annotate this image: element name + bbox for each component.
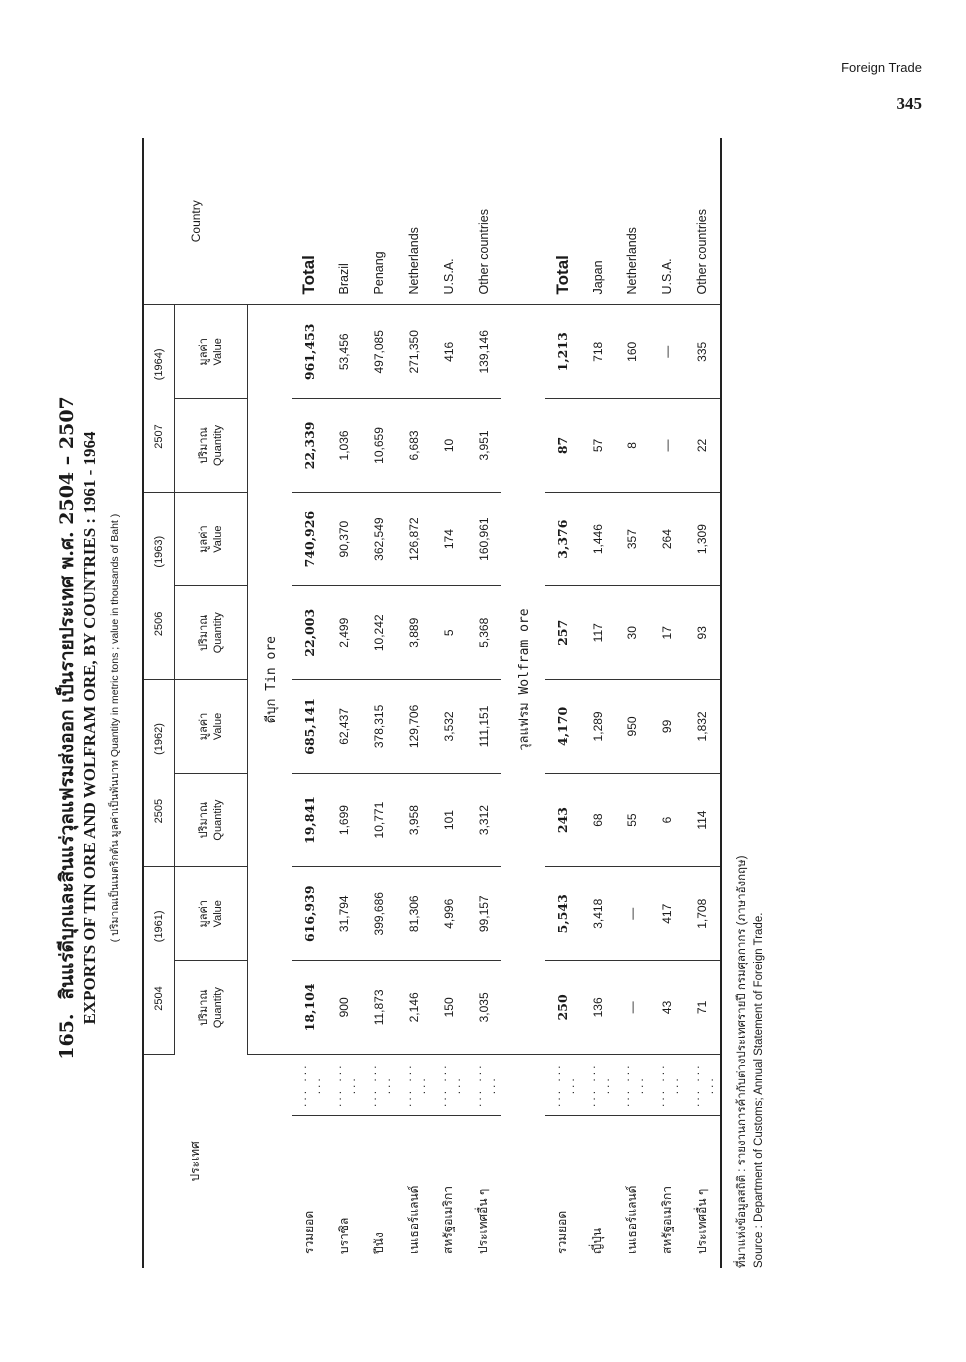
quantity-cell: 3,951: [466, 399, 501, 493]
country-english: Brazil: [327, 138, 362, 305]
value-cell: 335: [685, 305, 721, 399]
leader-dots: ... ... ...: [580, 1054, 615, 1115]
quantity-cell: 68: [580, 773, 615, 867]
leader-dots: ... ... ...: [615, 1054, 650, 1115]
value-cell: 950: [615, 680, 650, 774]
table-row: [466, 138, 501, 1268]
country-english: Other countries: [685, 138, 721, 305]
quantity-cell: 10,659: [362, 399, 397, 493]
quantity-cell: 71: [685, 961, 721, 1055]
quantity-header-0: ปริมาณ Quantity: [175, 961, 248, 1055]
section-row: [501, 138, 545, 1268]
value-cell: 616,939: [292, 867, 327, 961]
value-cell: 174: [432, 492, 467, 586]
source-thai: ที่มาแห่งข้อมูลสถิติ : รายงานการค้ากับต่างประเทศรายปี กรมศุลกากร (ภาษาอังกฤษ): [736, 855, 748, 1268]
quantity-cell: 3,035: [466, 961, 501, 1055]
unit-note: ( ปริมาณเป็นเมตริกตัน มูลค่าเป็นพันบาท Quantity in metric tons ; value in thousands of Baht ): [109, 513, 121, 943]
quantity-cell: 250: [545, 961, 580, 1055]
quantity-cell: 22,339: [292, 399, 327, 493]
country-english: Total: [292, 138, 327, 305]
table-row: [397, 138, 432, 1268]
country-english: Penang: [362, 138, 397, 305]
value-cell: 3,532: [432, 680, 467, 774]
value-cell: 357: [615, 492, 650, 586]
value-cell: 111,151: [466, 680, 501, 774]
country-thai: บราซิล: [336, 1217, 351, 1254]
table-row: [650, 138, 685, 1268]
table-row: [685, 138, 721, 1268]
quantity-cell: —: [650, 399, 685, 493]
country-thai: ญี่ปุ่น: [590, 1227, 605, 1254]
section-label: ดีบุก Tin ore: [263, 636, 279, 724]
value-cell: 160: [615, 305, 650, 399]
value-cell: 90,370: [327, 492, 362, 586]
quantity-cell: 5,368: [466, 586, 501, 680]
table-row: [292, 138, 327, 1268]
value-cell: 5,543: [545, 867, 580, 961]
quantity-cell: 1,699: [327, 773, 362, 867]
quantity-cell: 55: [615, 773, 650, 867]
quantity-cell: 2,146: [397, 961, 432, 1055]
quantity-cell: 8: [615, 399, 650, 493]
table-row: [432, 138, 467, 1268]
year-header-1962: 2505(1962): [143, 680, 175, 867]
quantity-cell: 6,683: [397, 399, 432, 493]
quantity-cell: 1,036: [327, 399, 362, 493]
quantity-cell: 2,499: [327, 586, 362, 680]
value-cell: 4,996: [432, 867, 467, 961]
quantity-header-1: ปริมาณ Quantity: [175, 773, 248, 867]
quantity-cell: 11,873: [362, 961, 397, 1055]
quantity-cell: 43: [650, 961, 685, 1055]
leader-dots: ... ... ...: [650, 1054, 685, 1115]
value-header-2: มูลค่า Value: [175, 492, 248, 586]
exports-table: [142, 138, 722, 1268]
table-row: [580, 138, 615, 1268]
value-cell: 1,832: [685, 680, 721, 774]
value-cell: 718: [580, 305, 615, 399]
leader-dots: ... ... ...: [327, 1054, 362, 1115]
table-row: [545, 138, 580, 1268]
value-cell: 1,213: [545, 305, 580, 399]
value-cell: —: [650, 305, 685, 399]
source-note: [734, 856, 768, 1268]
source-english: Source : Department of Customs; Annual Statement of Foreign Trade.: [753, 912, 765, 1268]
quantity-header-3: ปริมาณ Quantity: [175, 399, 248, 493]
value-cell: 399,686: [362, 867, 397, 961]
leader-dots: ... ... ...: [362, 1054, 397, 1115]
quantity-cell: 257: [545, 586, 580, 680]
quantity-cell: 3,958: [397, 773, 432, 867]
value-cell: 685,141: [292, 680, 327, 774]
value-header-3: มูลค่า Value: [175, 305, 248, 399]
country-thai: ประเทศอื่น ๆ: [685, 1115, 721, 1268]
country-thai: สหรัฐอเมริกา: [441, 1186, 456, 1254]
quantity-cell: 93: [685, 586, 721, 680]
country-thai: รวมยอด: [555, 1210, 570, 1254]
value-cell: 53,456: [327, 305, 362, 399]
value-header-1: มูลค่า Value: [175, 680, 248, 774]
value-cell: 264: [650, 492, 685, 586]
table-row: [615, 138, 650, 1268]
country-english: Japan: [580, 138, 615, 305]
value-cell: 271,350: [397, 305, 432, 399]
page-number: 345: [896, 94, 922, 113]
quantity-cell: 30: [615, 586, 650, 680]
country-english: Total: [545, 138, 580, 305]
quantity-cell: 87: [545, 399, 580, 493]
quantity-cell: 150: [432, 961, 467, 1055]
value-cell: 99,157: [466, 867, 501, 961]
country-english-header: Country: [143, 138, 248, 305]
country-english: Netherlands: [615, 138, 650, 305]
value-cell: 62,437: [327, 680, 362, 774]
value-cell: 4,170: [545, 680, 580, 774]
country-english: U.S.A.: [650, 138, 685, 305]
quantity-header-2: ปริมาณ Quantity: [175, 586, 248, 680]
section-label: วุลแฟรม Wolfram ore: [516, 608, 532, 751]
value-header-0: มูลค่า Value: [175, 867, 248, 961]
quantity-cell: 6: [650, 773, 685, 867]
value-cell: 1,309: [685, 492, 721, 586]
table-number: 165.: [56, 1013, 78, 1060]
value-cell: 416: [432, 305, 467, 399]
title-thai-text: สินแร่ดีบุกและสินแร่วุลแฟรมส่งออก เป็นรายประเทศ พ.ศ. 2504 – 2507: [56, 396, 78, 1000]
quantity-cell: 243: [545, 773, 580, 867]
year-header-1961: 2504(1961): [143, 867, 175, 1054]
quantity-cell: 10,242: [362, 586, 397, 680]
table-row: [327, 138, 362, 1268]
quantity-cell: 3,312: [466, 773, 501, 867]
value-cell: 3,376: [545, 492, 580, 586]
country-thai: เนเธอร์แลนด์: [624, 1185, 639, 1254]
quantity-cell: 114: [685, 773, 721, 867]
leader-dots: ... ... ...: [466, 1054, 501, 1115]
country-english: U.S.A.: [432, 138, 467, 305]
country-thai: ประเทศอื่น ๆ: [476, 1188, 491, 1254]
quantity-cell: 10: [432, 399, 467, 493]
value-cell: 417: [650, 867, 685, 961]
value-cell: 362,549: [362, 492, 397, 586]
table-title-english: EXPORTS OF TIN ORE AND WOLFRAM ORE, BY COUNTRIES : 1961 - 1964: [80, 431, 99, 1025]
value-cell: 160,961: [466, 492, 501, 586]
value-cell: 139,146: [466, 305, 501, 399]
country-thai: เนเธอร์แลนด์: [406, 1185, 421, 1254]
value-cell: 31,794: [327, 867, 362, 961]
quantity-cell: 19,841: [292, 773, 327, 867]
leader-dots: ... ... ...: [685, 1054, 721, 1115]
value-cell: 1,708: [685, 867, 721, 961]
value-cell: 3,418: [580, 867, 615, 961]
leader-dots: ... ... ...: [432, 1054, 467, 1115]
section-row: [248, 138, 293, 1268]
country-thai: สหรัฐอเมริกา: [659, 1186, 674, 1254]
quantity-cell: 136: [580, 961, 615, 1055]
quantity-cell: 22,003: [292, 586, 327, 680]
value-cell: 126,872: [397, 492, 432, 586]
year-header-1964: 2507(1964): [143, 305, 175, 492]
country-english: Other countries: [466, 138, 501, 305]
value-cell: 497,085: [362, 305, 397, 399]
quantity-cell: 3,889: [397, 586, 432, 680]
value-cell: 99: [650, 680, 685, 774]
value-cell: 740,926: [292, 492, 327, 586]
country-thai: ปีนัง: [371, 1232, 386, 1254]
quantity-cell: 10,771: [362, 773, 397, 867]
table-row: [362, 138, 397, 1268]
value-cell: 378,315: [362, 680, 397, 774]
quantity-cell: 22: [685, 399, 721, 493]
country-thai: รวมยอด: [301, 1210, 316, 1254]
quantity-cell: 5: [432, 586, 467, 680]
rotated-table-sheet: [50, 138, 930, 1358]
leader-dots: ... ... ...: [397, 1054, 432, 1115]
value-cell: 1,289: [580, 680, 615, 774]
value-cell: 81,306: [397, 867, 432, 961]
value-cell: —: [615, 867, 650, 961]
year-header-1963: 2506(1963): [143, 492, 175, 679]
leader-dots: ... ... ...: [545, 1054, 580, 1115]
quantity-cell: 18,104: [292, 961, 327, 1055]
value-cell: 1,446: [580, 492, 615, 586]
running-header-section: Foreign Trade: [841, 60, 922, 75]
quantity-cell: —: [615, 961, 650, 1055]
quantity-cell: 117: [580, 586, 615, 680]
country-thai-header: ประเทศ: [143, 1054, 248, 1268]
quantity-cell: 17: [650, 586, 685, 680]
quantity-cell: 900: [327, 961, 362, 1055]
quantity-cell: 57: [580, 399, 615, 493]
leader-dots: ... ... ...: [292, 1054, 327, 1115]
quantity-cell: 101: [432, 773, 467, 867]
country-english: Netherlands: [397, 138, 432, 305]
value-cell: 961,453: [292, 305, 327, 399]
table-title-thai: [52, 158, 82, 1298]
value-cell: 129,706: [397, 680, 432, 774]
